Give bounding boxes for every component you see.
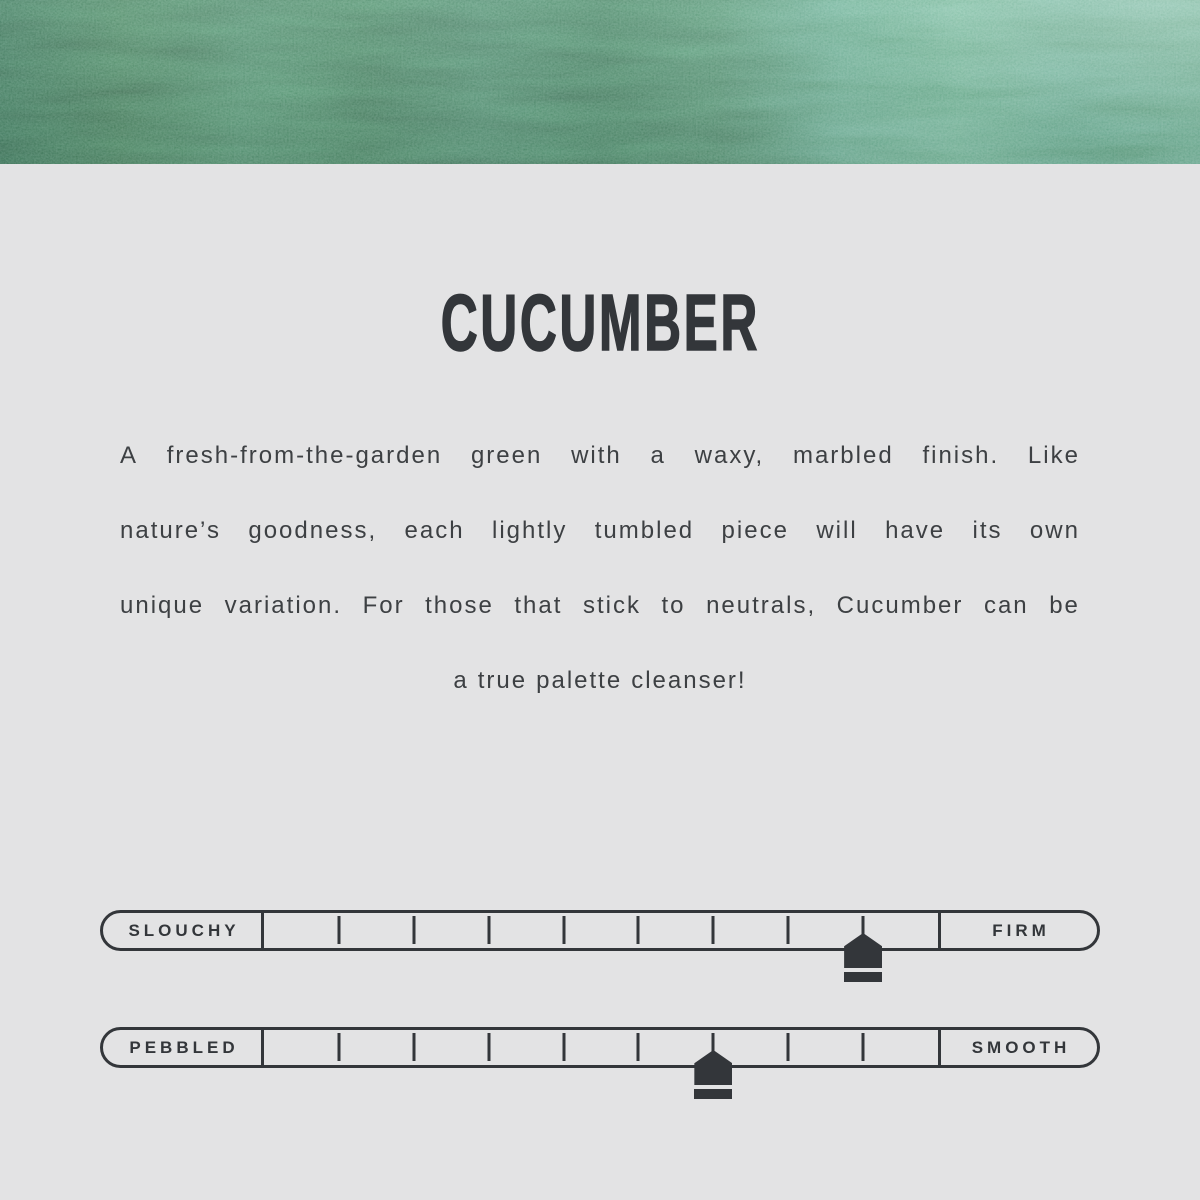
color-description-text — [120, 418, 1080, 718]
description-line: nature’s goodness, each lightly tumbled piece will have its own — [120, 516, 1080, 544]
scale-tick — [562, 1033, 565, 1061]
description-line: a true palette cleanser! — [453, 666, 747, 694]
scale-track — [264, 1030, 938, 1065]
scale-tick — [412, 916, 415, 944]
marker-base-bar — [844, 972, 882, 982]
scale-tick — [637, 1033, 640, 1061]
marker-base-bar — [694, 1089, 732, 1099]
scale-label-pebbled: PEBBLED — [103, 1030, 264, 1065]
scale-tick — [712, 916, 715, 944]
scale-tick — [487, 916, 490, 944]
scale-tick — [337, 916, 340, 944]
scale-track — [264, 913, 938, 948]
scale-label-firm: FIRM — [938, 913, 1097, 948]
color-name-title: CUCUMBER — [440, 278, 760, 367]
scale-marker — [844, 933, 882, 982]
scale-tick — [562, 916, 565, 944]
leather-grain-texture — [0, 0, 1200, 164]
scale-tick — [637, 916, 640, 944]
scale-marker — [694, 1050, 732, 1099]
scale-tick — [412, 1033, 415, 1061]
scale-tick — [787, 916, 790, 944]
scale-tick — [787, 1033, 790, 1061]
scale-tick — [337, 1033, 340, 1061]
scale-label-slouchy: SLOUCHY — [103, 913, 264, 948]
marker-pointer-icon — [844, 933, 882, 968]
marker-pointer-icon — [694, 1050, 732, 1085]
leather-texture-banner — [0, 0, 1200, 164]
scale-tick — [862, 1033, 865, 1061]
leather-marbling-texture — [0, 0, 1200, 164]
description-line: unique variation. For those that stick to neutrals, Cucumber can be — [120, 591, 1080, 619]
scale-tick — [487, 1033, 490, 1061]
pebbled-smooth-scale — [100, 1027, 1100, 1068]
description-line: A fresh-from-the-garden green with a waxy, marbled finish. Like — [120, 441, 1080, 469]
slouchy-firm-scale — [100, 910, 1100, 951]
scale-label-smooth: SMOOTH — [938, 1030, 1097, 1065]
